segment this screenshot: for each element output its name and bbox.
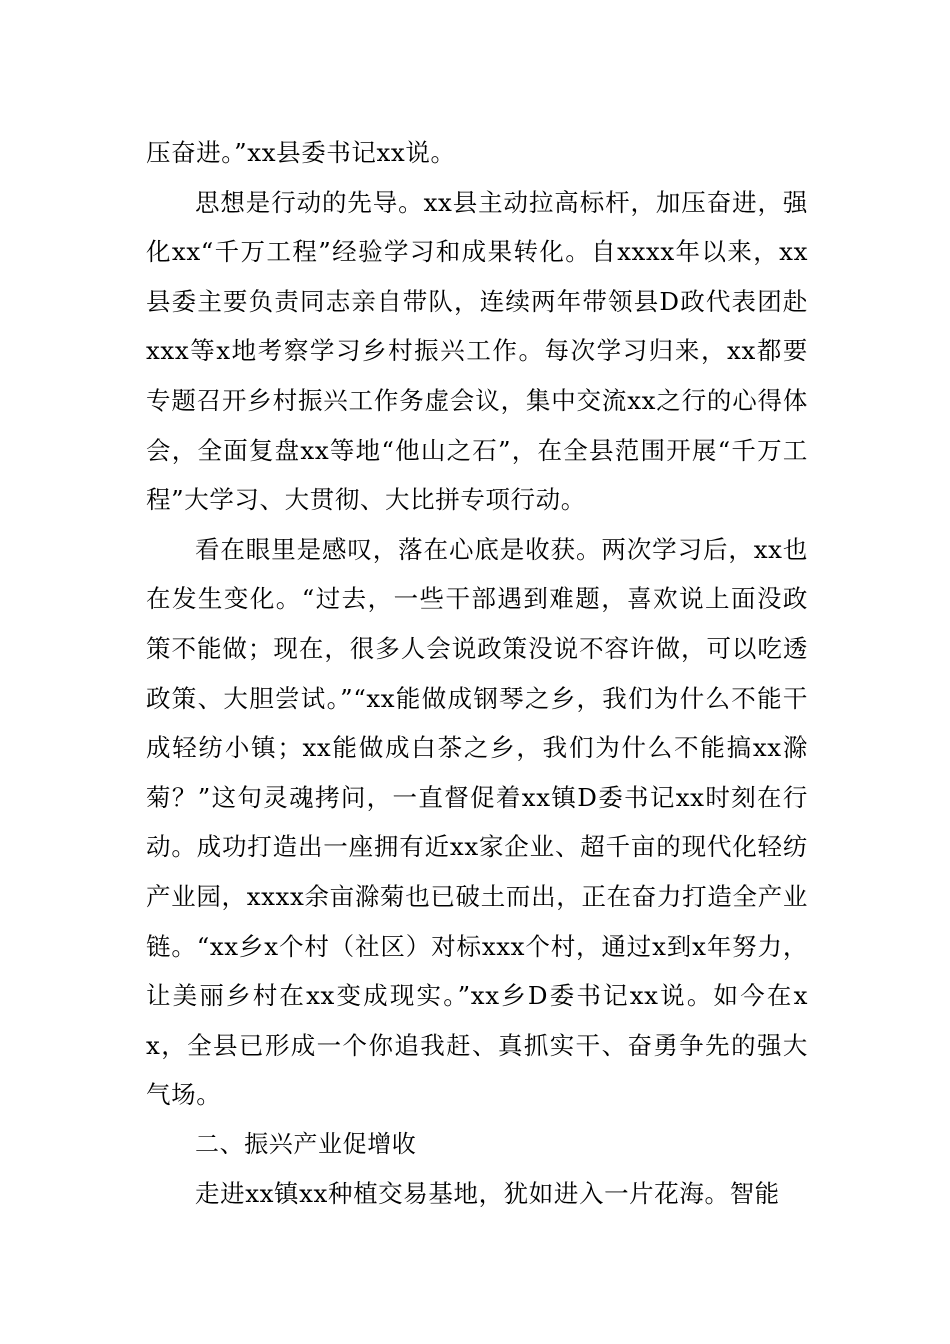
paragraph-thought-guide: 思想是行动的先导。xx县主动拉高标杆，加压奋进，强化xx“千万工程”经验学习和成果转化。自xxxx年以来，xx县委主要负责同志亲自带队，连续两年带领县D政代表团赴xxx等x地考察学习乡村振兴工作。每次学习归来，xx都要专题召开乡村振兴工作务虚会议，集中交流xx之行的心得体会，全面复盘xx等地“他山之石”，在全县范围开展“千万工程”大学习、大贯彻、大比拼专项行动。: [146, 187, 808, 515]
paragraph-planting-base: 走进xx镇xx种植交易基地，犹如进入一片花海。智能: [195, 1179, 780, 1209]
paragraph-continuation: 压奋进。”xx县委书记xx说。: [146, 138, 456, 167]
section-heading: 二、振兴产业促增收: [195, 1129, 417, 1158]
document-body: [146, 128, 808, 1219]
paragraph-changes: 看在眼里是感叹，落在心底是收获。两次学习后，xx也在发生变化。“过去，一些干部遇到难题，喜欢说上面没政策不能做；现在，很多人会说政策没说不容许做，可以吃透政策、大胆尝试。”“xx能做成钢琴之乡，我们为什么不能干成轻纺小镇；xx能做成白茶之乡，我们为什么不能搞xx滁菊？”这句灵魂拷问，一直督促着xx镇D委书记xx时刻在行动。成功打造出一座拥有近xx家企业、超千亩的现代化轻纺产业园，xxxx余亩滁菊也已破土而出，正在奋力打造全产业链。“xx乡x个村（社区）对标xxx个村，通过x到x年努力，让美丽乡村在xx变成现实。”xx乡D委书记xx说。如今在xx，全县已形成一个你追我赶、真抓实干、奋勇争先的强大气场。: [146, 534, 808, 1110]
